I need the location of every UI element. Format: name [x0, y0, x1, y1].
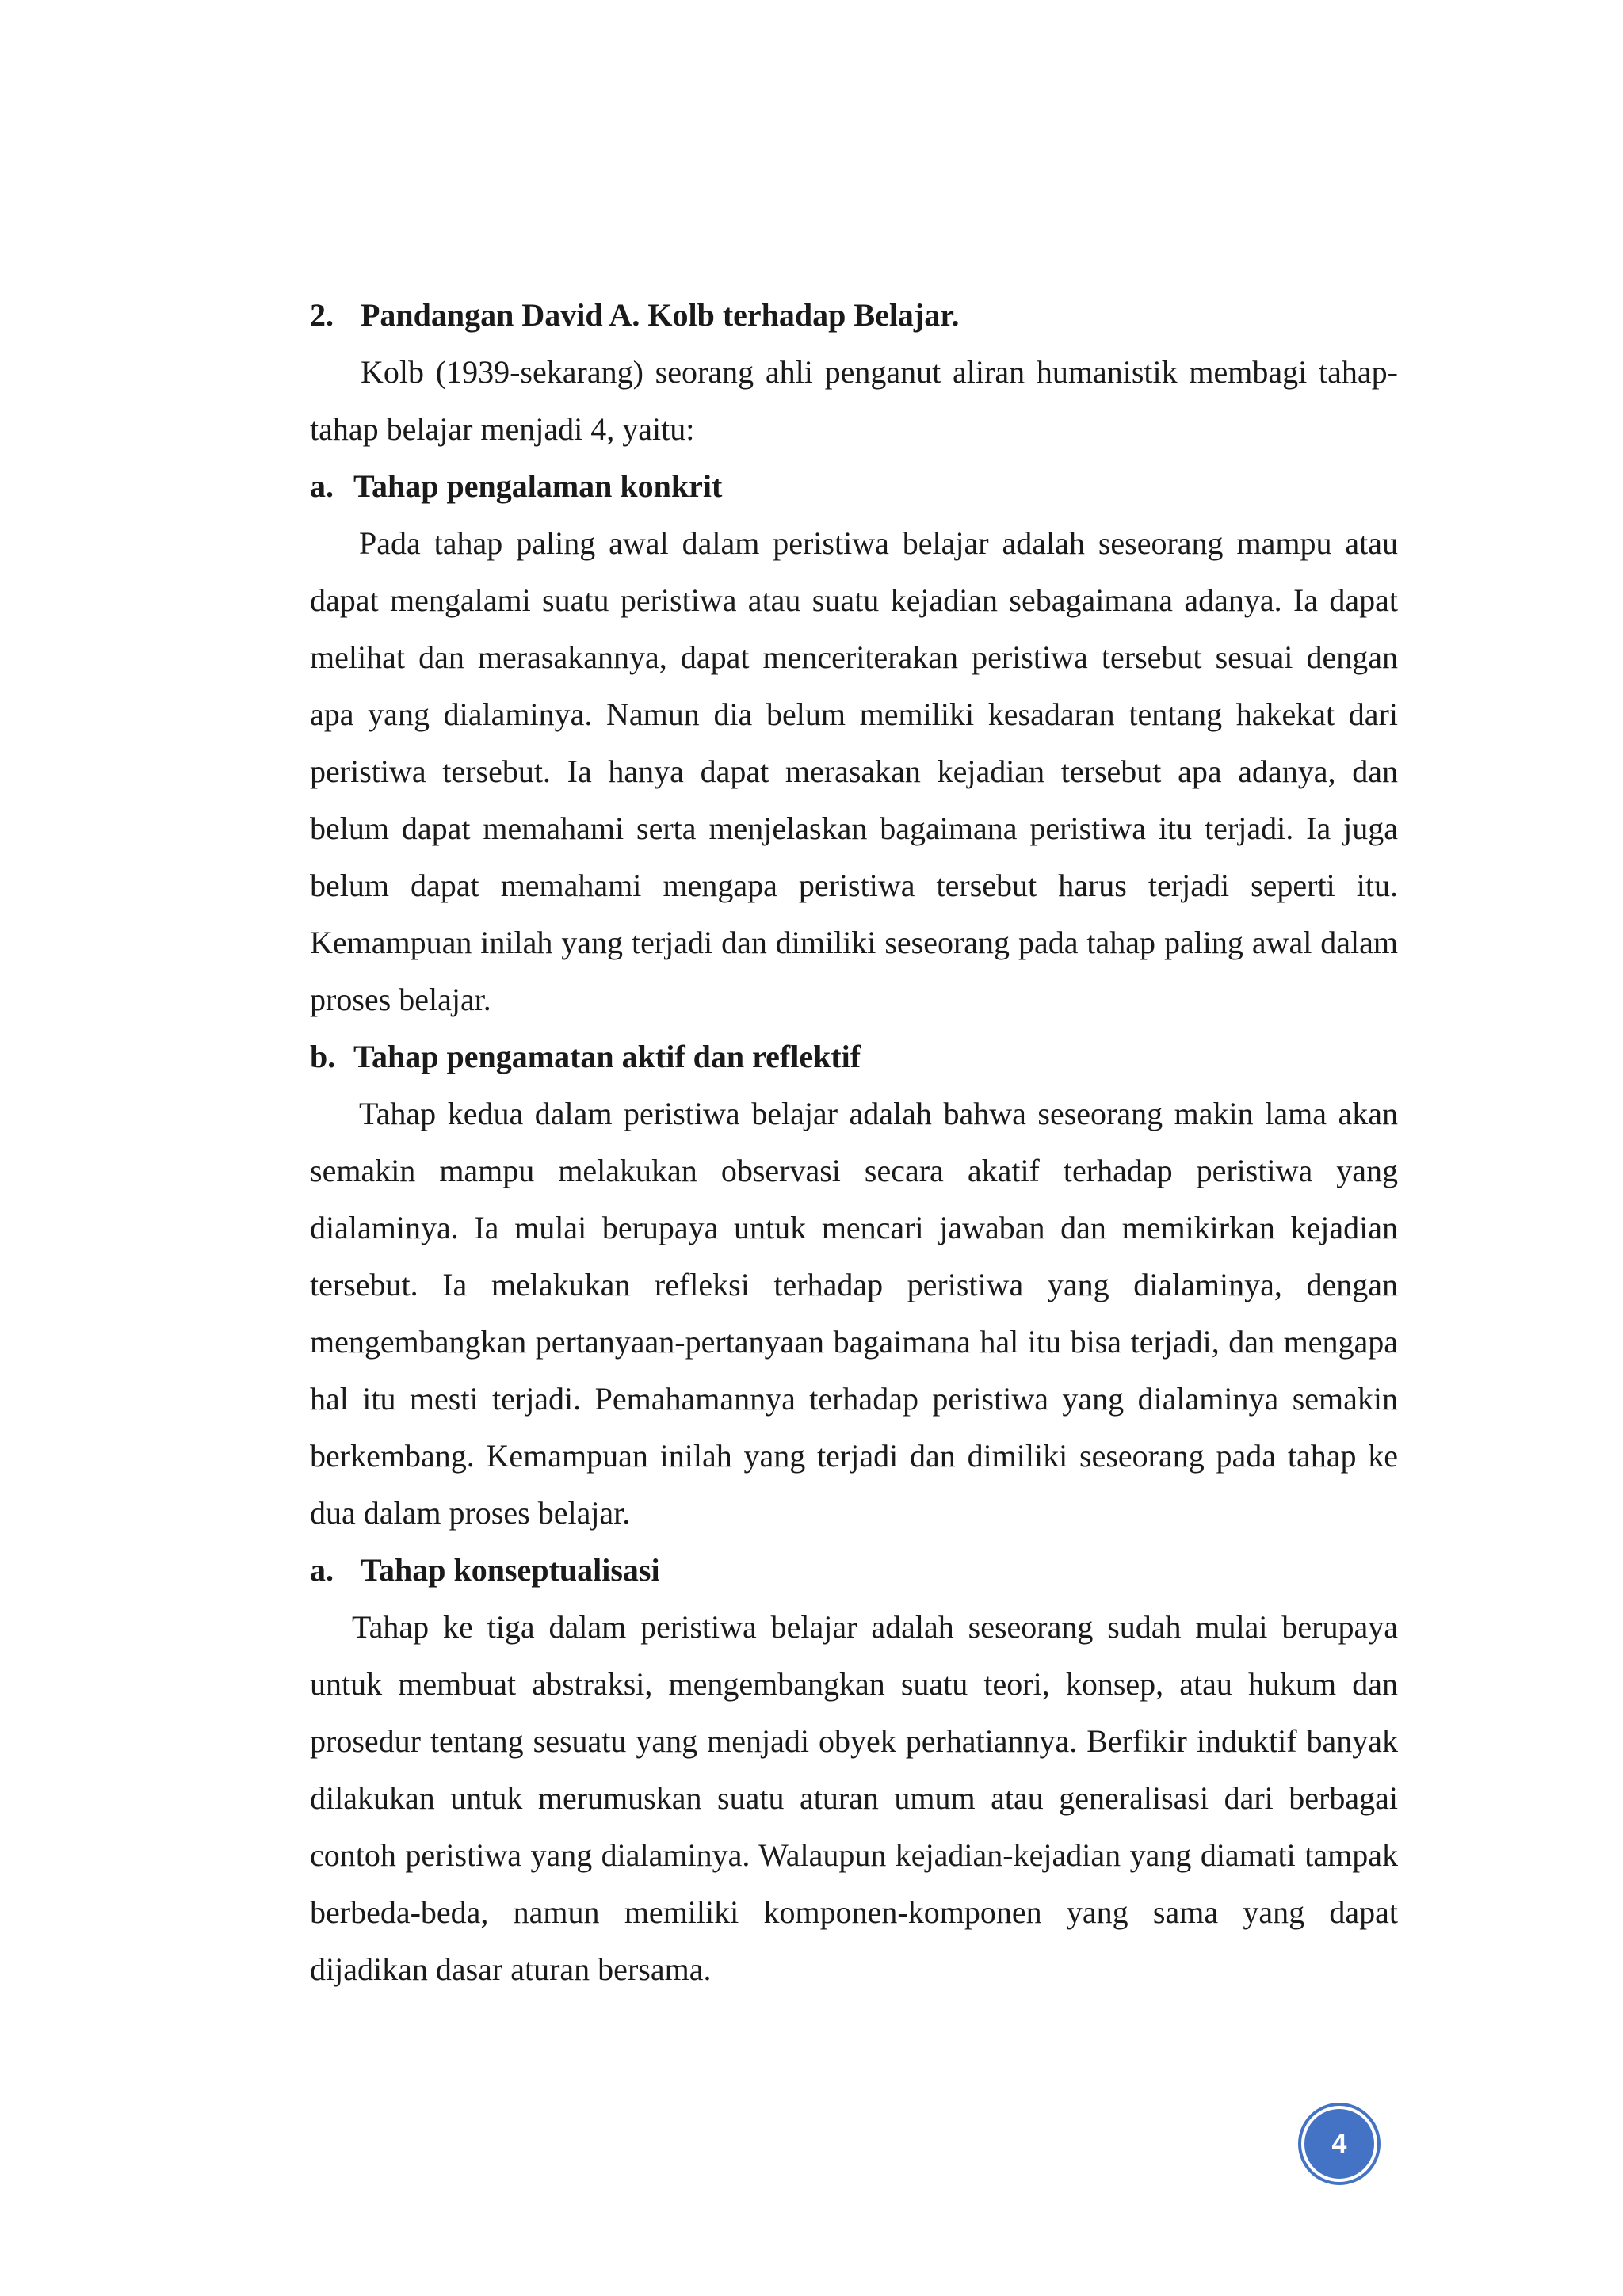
section-intro: Kolb (1939-sekarang) seorang ahli penganut aliran humanistik membagi tahap-tahap belajar menjadi 4, yaitu: [310, 354, 1398, 447]
stage-letter: a. [310, 1552, 334, 1588]
stage-letter: a. [310, 468, 334, 504]
section-title: Pandangan David A. Kolb terhadap Belajar. [361, 297, 960, 333]
page-number-badge: 4 [1304, 2109, 1374, 2179]
stage-letter: b. [310, 1039, 336, 1074]
stage-title: Tahap konseptualisasi [361, 1552, 660, 1588]
section-heading [310, 287, 1398, 344]
stage-title: Tahap pengalaman konkrit [353, 468, 723, 504]
stage-heading-reflective-observation [310, 1028, 1398, 1085]
stage-paragraph-reflective-observation: Tahap kedua dalam peristiwa belajar adalah bahwa seseorang makin lama akan semakin mampu melakukan observasi secara akatif terhadap peristiwa yang dialaminya. Ia mulai berupaya untuk mencari jawaban dan memikirkan kejadian tersebut. Ia melakukan refleksi terhadap peristiwa yang dialaminya, dengan mengembangkan pertanyaan-pertanyaan bagaimana hal itu bisa terjadi, dan mengapa hal itu mesti terjadi. Pemahamannya terhadap peristiwa yang dialaminya semakin berkembang. Kemampuan inilah yang terjadi dan dimiliki seseorang pada tahap ke dua dalam proses belajar. [310, 1096, 1398, 1531]
section-number: 2. [310, 297, 334, 333]
stage-heading-conceptualization [310, 1542, 1398, 1599]
stage-paragraph-conceptualization: Tahap ke tiga dalam peristiwa belajar adalah seseorang sudah mulai berupaya untuk membuat abstraksi, mengembangkan suatu teori, konsep, atau hukum dan prosedur tentang sesuatu yang menjadi obyek perhatiannya. Berfikir induktif banyak dilakukan untuk merumuskan suatu aturan umum atau generalisasi dari berbagai contoh peristiwa yang dialaminya. Walaupun kejadian-kejadian yang diamati tampak berbeda-beda, namun memiliki komponen-komponen yang sama yang dapat dijadikan dasar aturan bersama. [310, 1609, 1398, 1987]
document-body [310, 287, 1398, 1998]
stage-title: Tahap pengamatan aktif dan reflektif [353, 1039, 861, 1074]
stage-paragraph-concrete-experience: Pada tahap paling awal dalam peristiwa belajar adalah seseorang mampu atau dapat mengalami suatu peristiwa atau suatu kejadian sebagaimana adanya. Ia dapat melihat dan merasakannya, dapat menceriterakan peristiwa tersebut sesuai dengan apa yang dialaminya. Namun dia belum memiliki kesadaran tentang hakekat dari peristiwa tersebut. Ia hanya dapat merasakan kejadian tersebut apa adanya, dan belum dapat memahami serta menjelaskan bagaimana peristiwa itu terjadi. Ia juga belum dapat memahami mengapa peristiwa tersebut harus terjadi seperti itu. Kemampuan inilah yang terjadi dan dimiliki seseorang pada tahap paling awal dalam proses belajar. [310, 525, 1398, 1017]
stage-heading-concrete-experience [310, 458, 1398, 515]
